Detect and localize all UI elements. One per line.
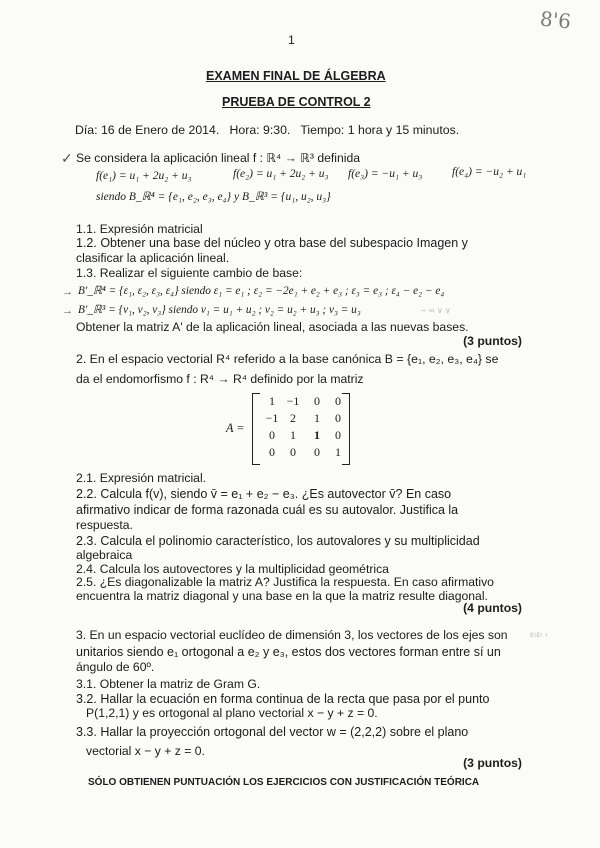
q2-item-2-line2: afirmativo indicar de forma razonada cuál es su autovalor. Justifica la bbox=[76, 503, 459, 517]
q2-item-2-line3: respuesta. bbox=[76, 518, 133, 532]
q2-item-5-line2: encuentra la matriz diagonal y una base en la que la matriz resulte diagonal. bbox=[76, 589, 488, 603]
q1-change-basis-2: B'_ℝ³ = {v₁, v₂, v₃} siendo v₁ = u₁ + u₂ ; v₂ = u₂ + u₃ ; v₃ = u₃ bbox=[78, 304, 361, 316]
q1-obtain: Obtener la matriz A' de la aplicación lineal, asociada a las nuevas bases. bbox=[76, 320, 469, 334]
matrix-cell: 0 bbox=[314, 445, 320, 459]
exam-info: Día: 16 de Enero de 2014. Hora: 9:30. Tiempo: 1 hora y 15 minutos. bbox=[75, 123, 460, 137]
page-number: 1 bbox=[288, 33, 295, 47]
q3-line-2: unitarios siendo e₁ ortogonal a e₂ y e₃, estos dos vectores forman entre sí un bbox=[76, 645, 501, 659]
q3-item-2-line2: P(1,2,1) y es ortogonal al plano vectorial x − y + z = 0. bbox=[86, 706, 378, 720]
footer-note: SÓLO OBTIENEN PUNTUACIÓN LOS EJERCICIOS CON JUSTIFICACIÓN TEÓRICA bbox=[88, 777, 480, 788]
q2-points: (4 puntos) bbox=[463, 601, 522, 615]
matrix-a bbox=[252, 393, 350, 463]
handwritten-arrow-mark: → bbox=[62, 305, 73, 317]
matrix-cell: 0 bbox=[335, 394, 341, 408]
q2-item-5-line1: 2.5. ¿Es diagonalizable la matriz A? Justifica la respuesta. En caso afirmativo bbox=[76, 575, 494, 589]
bleed-through-scribble: ɛ‹ɛ› › bbox=[530, 630, 548, 639]
matrix-cell: 2 bbox=[290, 411, 296, 425]
q3-item-3-line2: vectorial x − y + z = 0. bbox=[86, 744, 205, 758]
matrix-cell: 0 bbox=[335, 411, 341, 425]
matrix-cell: 0 bbox=[290, 445, 296, 459]
q1-item-2-line2: clasificar la aplicación lineal. bbox=[76, 251, 230, 265]
matrix-cell: 1 bbox=[290, 428, 296, 442]
q2-line-2: da el endomorfismo f : R⁴ → R⁴ definido por la matriz bbox=[76, 372, 364, 386]
q2-line-1: 2. En el espacio vectorial R⁴ referido a la base canónica B = {e₁, e₂, e₃, e₄} se bbox=[76, 352, 499, 366]
q1-points: (3 puntos) bbox=[463, 334, 522, 348]
q1-item-3: 1.3. Realizar el siguiente cambio de base: bbox=[76, 266, 303, 280]
q3-item-2-line1: 3.2. Hallar la ecuación en forma continua de la recta que pasa por el punto bbox=[76, 692, 490, 706]
matrix-cell: 0 bbox=[269, 445, 275, 459]
matrix-cell: −1 bbox=[265, 411, 279, 425]
q2-item-4: 2.4. Calcula los autovectores y la multiplicidad geométrica bbox=[76, 562, 389, 576]
q1-intro: Se considera la aplicación lineal f : ℝ⁴ → ℝ³ definida bbox=[76, 151, 361, 165]
handwritten-arrow-mark: → bbox=[62, 286, 73, 298]
corner-handwritten-mark: 8'6 bbox=[538, 6, 573, 34]
q1-def-4: f(e₄) = −u₂ + u₁ bbox=[452, 166, 527, 178]
matrix-cell: 1 bbox=[269, 394, 275, 408]
q1-bases: siendo B_ℝ⁴ = {e₁, e₂, e₃, e₄} y B_ℝ³ = {u₁, u₂, u₃} bbox=[96, 191, 331, 203]
matrix-cell: 0 bbox=[314, 394, 320, 408]
matrix-label: A = bbox=[226, 421, 245, 435]
matrix-cell: 0 bbox=[269, 428, 275, 442]
bleed-through-scribble: ∼ ∞ ∨ ∨ bbox=[420, 306, 451, 315]
q3-item-1: 3.1. Obtener la matriz de Gram G. bbox=[76, 677, 261, 691]
q3-line-3: ángulo de 60º. bbox=[76, 660, 155, 674]
q2-item-3-line2: algebraica bbox=[76, 548, 133, 562]
matrix-cell: 1 bbox=[314, 411, 320, 425]
q2-item-2-line1: 2.2. Calcula f(v), siendo v̄ = e₁ + e₂ − e₃. ¿Es autovector v̄? En caso bbox=[76, 487, 452, 501]
exam-title: EXAMEN FINAL DE ÁLGEBRA bbox=[206, 69, 386, 83]
q1-item-1: 1.1. Expresión matricial bbox=[76, 222, 203, 236]
q3-points: (3 puntos) bbox=[463, 756, 522, 770]
q1-def-1: f(e₁) = u₁ + 2u₂ + u₃ bbox=[96, 170, 192, 182]
q2-item-1: 2.1. Expresión matricial. bbox=[76, 471, 207, 485]
handwritten-tick-mark: ✓ bbox=[61, 150, 73, 166]
matrix-cell: 1 bbox=[314, 428, 320, 442]
q1-def-2: f(e₂) = u₁ + 2u₂ + u₃ bbox=[233, 168, 329, 180]
q1-item-2-line1: 1.2. Obtener una base del núcleo y otra base del subespacio Imagen y bbox=[76, 236, 468, 250]
exam-subtitle: PRUEBA DE CONTROL 2 bbox=[222, 95, 371, 109]
matrix-cell: 1 bbox=[335, 445, 341, 459]
q1-def-3: f(e₃) = −u₁ + u₃ bbox=[348, 168, 423, 180]
q2-item-3-line1: 2.3. Calcula el polinomio característico, los autovalores y su multiplicidad bbox=[76, 534, 480, 548]
q3-item-3-line1: 3.3. Hallar la proyección ortogonal del vector w = (2,2,2) sobre el plano bbox=[76, 725, 469, 739]
matrix-cell: −1 bbox=[286, 394, 300, 408]
q3-line-1: 3. En un espacio vectorial euclídeo de dimensión 3, los vectores de los ejes son bbox=[76, 628, 508, 642]
q1-change-basis-1: B'_ℝ⁴ = {ε₁, ε₂, ε₃, ε₄} siendo ε₁ = e₁ ; ε₂ = −2e₁ + e₂ + e₃ ; ε₃ = e₃ ; ε₄ − e₂ − e₄ bbox=[78, 285, 445, 297]
matrix-cell: 0 bbox=[335, 428, 341, 442]
